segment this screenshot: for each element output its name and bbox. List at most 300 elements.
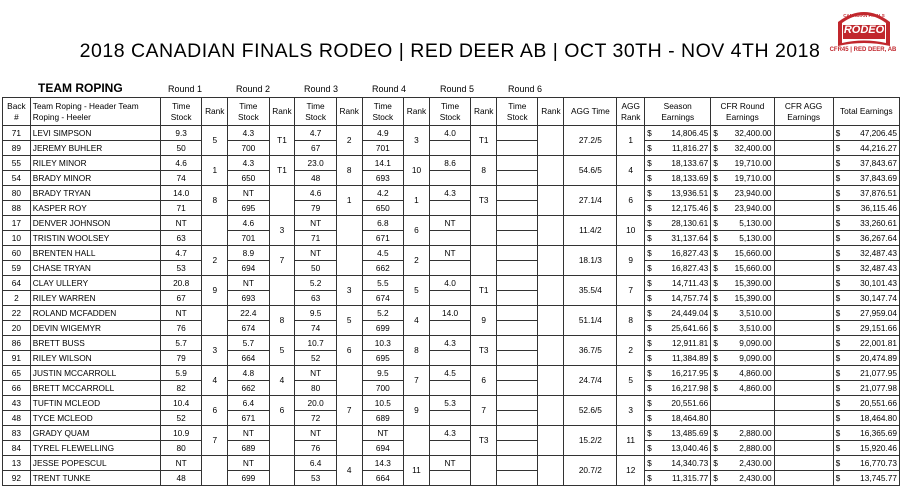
round-2-rank-cell: 3 xyxy=(269,216,295,246)
total-earnings-cell xyxy=(833,216,899,231)
cfr-round-earnings-cell xyxy=(711,126,774,141)
amount-value: 15,920.46 xyxy=(860,442,897,453)
total-earnings-cell xyxy=(833,411,899,426)
cfr-round-earnings-cell xyxy=(711,216,774,231)
roper-name-cell: RILEY MINOR xyxy=(30,156,160,171)
back-number-cell: 20 xyxy=(3,321,31,336)
agg-rank-cell: 10 xyxy=(617,216,645,246)
table-row xyxy=(3,231,900,246)
cfr-agg-earnings-cell xyxy=(774,396,833,411)
round-5-rank-cell: T3 xyxy=(471,336,497,366)
round-3-time-cell: 80 xyxy=(295,381,336,396)
total-earnings-cell xyxy=(833,156,899,171)
roper-name-cell: JUSTIN MCCARROLL xyxy=(30,366,160,381)
round-5-time-cell xyxy=(429,261,470,276)
total-earnings-cell xyxy=(833,201,899,216)
currency-symbol: $ xyxy=(713,367,718,378)
round-4-time-cell: 6.8 xyxy=(362,216,403,231)
amount-value: 16,770.73 xyxy=(860,457,897,468)
cfr-agg-earnings-cell xyxy=(774,261,833,276)
table-row xyxy=(3,186,900,201)
cfr-agg-earnings-cell xyxy=(774,381,833,396)
back-number-cell: 84 xyxy=(3,441,31,456)
round-5-time-cell: 4.0 xyxy=(429,126,470,141)
table-row xyxy=(3,411,900,426)
table-row xyxy=(3,321,900,336)
table-row xyxy=(3,246,900,261)
round-2-time-cell: 671 xyxy=(228,411,269,426)
amount-value: 15,660.00 xyxy=(734,247,772,258)
round-1-time-cell: NT xyxy=(160,216,201,231)
round-3-time-cell: 10.7 xyxy=(295,336,336,351)
amount-value: 12,911.81 xyxy=(672,337,709,348)
round-5-time-cell: 5.3 xyxy=(429,396,470,411)
round-5-time-cell: NT xyxy=(429,246,470,261)
round-6-time-cell xyxy=(497,186,538,201)
round-6-time-cell xyxy=(497,456,538,471)
roper-name-cell: BRENTEN HALL xyxy=(30,246,160,261)
round-2-time-cell: NT xyxy=(228,276,269,291)
amount-value: 16,217.95 xyxy=(671,367,709,378)
round-1-time-cell: 5.9 xyxy=(160,366,201,381)
table-row xyxy=(3,171,900,186)
agg-rank-cell: 4 xyxy=(617,156,645,186)
round-5-time-cell: 4.5 xyxy=(429,366,470,381)
round-6-rank-cell xyxy=(538,336,564,366)
round-2-time-cell: 4.3 xyxy=(228,156,269,171)
round-4-rank-cell: 6 xyxy=(404,216,430,246)
amount-value: 2,430.00 xyxy=(739,472,772,483)
round-2-time-cell: 694 xyxy=(228,261,269,276)
cfr-agg-earnings-cell xyxy=(774,291,833,306)
season-earnings-cell xyxy=(645,156,711,171)
amount-value: 5,130.00 xyxy=(739,217,772,228)
currency-symbol: $ xyxy=(713,382,718,393)
amount-value: 16,827.43 xyxy=(671,262,709,273)
total-earnings-cell xyxy=(833,291,899,306)
round-6-time-cell xyxy=(497,351,538,366)
roper-name-cell: DEVIN WIGEMYR xyxy=(30,321,160,336)
round-6-time-cell xyxy=(497,171,538,186)
round-5-time-cell xyxy=(429,471,470,486)
currency-symbol: $ xyxy=(835,427,841,438)
currency-symbol: $ xyxy=(713,202,718,213)
round-4-rank-cell: 5 xyxy=(404,276,430,306)
cfr-round-earnings-cell xyxy=(711,141,774,156)
round-6-time-cell xyxy=(497,366,538,381)
total-earnings-cell xyxy=(833,366,899,381)
back-number-cell: 55 xyxy=(3,156,31,171)
header-time-r5: Time Stock xyxy=(429,98,470,126)
round-1-time-cell: 63 xyxy=(160,231,201,246)
logo-top-text: CANADIAN FINALS xyxy=(843,13,885,18)
currency-symbol: $ xyxy=(835,367,841,378)
back-number-cell: 22 xyxy=(3,306,31,321)
roper-name-cell: BRADY TRYAN xyxy=(30,186,160,201)
round-5-rank-cell: T1 xyxy=(471,276,497,306)
cfr-round-earnings-cell xyxy=(711,336,774,351)
season-earnings-cell xyxy=(645,261,711,276)
round-6-time-cell xyxy=(497,231,538,246)
round-3-rank-cell: 1 xyxy=(336,186,362,216)
roper-name-cell: BRADY MINOR xyxy=(30,171,160,186)
amount-value: 18,133.67 xyxy=(671,157,709,168)
round-4-time-cell: 689 xyxy=(362,411,403,426)
currency-symbol: $ xyxy=(647,202,652,213)
total-earnings-cell xyxy=(833,336,899,351)
amount-value: 14,711.43 xyxy=(672,277,709,288)
roper-name-cell: TRENT TUNKE xyxy=(30,471,160,486)
roper-name-cell: TYREL FLEWELLING xyxy=(30,441,160,456)
round-5-time-cell: 8.6 xyxy=(429,156,470,171)
round-5-rank-cell: 8 xyxy=(471,156,497,186)
amount-value: 5,130.00 xyxy=(739,232,772,243)
amount-value: 30,101.43 xyxy=(860,277,897,288)
round-6-rank-cell xyxy=(538,306,564,336)
round-4-time-cell: 5.2 xyxy=(362,306,403,321)
round-1-rank-cell xyxy=(202,456,228,486)
currency-symbol: $ xyxy=(835,127,841,138)
round-3-time-cell: 76 xyxy=(295,441,336,456)
back-number-cell: 71 xyxy=(3,126,31,141)
total-earnings-cell xyxy=(833,381,899,396)
round-5-time-cell xyxy=(429,411,470,426)
total-earnings-cell xyxy=(833,126,899,141)
round-5-time-cell: 14.0 xyxy=(429,306,470,321)
cfr-agg-earnings-cell xyxy=(774,156,833,171)
page-title: 2018 CANADIAN FINALS RODEO | RED DEER AB | OCT 30TH - NOV 4TH 2018 xyxy=(79,40,821,62)
round-6-time-cell xyxy=(497,336,538,351)
currency-symbol: $ xyxy=(647,127,652,138)
back-number-cell: 48 xyxy=(3,411,31,426)
round-5-time-cell: NT xyxy=(429,456,470,471)
currency-symbol: $ xyxy=(647,427,652,438)
total-earnings-cell xyxy=(833,321,899,336)
table-row xyxy=(3,336,900,351)
currency-symbol: $ xyxy=(713,142,718,153)
agg-time-cell: 15.2/2 xyxy=(564,426,617,456)
round-6-time-cell xyxy=(497,156,538,171)
round-1-time-cell: 5.7 xyxy=(160,336,201,351)
currency-symbol: $ xyxy=(647,337,652,348)
agg-time-cell: 18.1/3 xyxy=(564,246,617,276)
total-earnings-cell xyxy=(833,171,899,186)
round-6-rank-cell xyxy=(538,276,564,306)
round-4-time-cell: 699 xyxy=(362,321,403,336)
amount-value: 31,137.64 xyxy=(671,232,709,243)
cfr-round-earnings-cell xyxy=(711,156,774,171)
amount-value: 15,390.00 xyxy=(734,292,772,303)
back-number-cell: 80 xyxy=(3,186,31,201)
round-1-time-cell: 4.7 xyxy=(160,246,201,261)
currency-symbol: $ xyxy=(713,172,718,183)
header-rank-r6: Rank xyxy=(538,98,564,126)
currency-symbol: $ xyxy=(835,352,841,363)
amount-value: 19,710.00 xyxy=(734,157,772,168)
amount-value: 14,806.45 xyxy=(671,127,709,138)
season-earnings-cell xyxy=(645,306,711,321)
table-row xyxy=(3,306,900,321)
currency-symbol: $ xyxy=(713,247,718,258)
cfr-agg-earnings-cell xyxy=(774,246,833,261)
round-1-rank-cell: 2 xyxy=(202,246,228,276)
back-number-cell: 54 xyxy=(3,171,31,186)
season-earnings-cell xyxy=(645,276,711,291)
round-6-rank-cell xyxy=(538,366,564,396)
amount-value: 23,940.00 xyxy=(734,187,772,198)
season-earnings-cell xyxy=(645,246,711,261)
amount-value: 18,464.80 xyxy=(860,412,897,423)
total-earnings-cell xyxy=(833,441,899,456)
round-2-rank-cell xyxy=(269,276,295,306)
round-3-time-cell: 52 xyxy=(295,351,336,366)
round-4-label: Round 4 xyxy=(372,84,407,94)
round-5-label: Round 5 xyxy=(440,84,475,94)
round-3-time-cell: 48 xyxy=(295,171,336,186)
round-4-rank-cell: 3 xyxy=(404,126,430,156)
season-earnings-cell xyxy=(645,441,711,456)
round-3-rank-cell: 2 xyxy=(336,126,362,156)
currency-symbol: $ xyxy=(647,172,652,183)
round-6-time-cell xyxy=(497,216,538,231)
round-3-time-cell: 63 xyxy=(295,291,336,306)
results-table xyxy=(2,97,900,486)
agg-time-cell: 11.4/2 xyxy=(564,216,617,246)
roper-name-cell: BRETT MCCARROLL xyxy=(30,381,160,396)
cfr-round-earnings-cell xyxy=(711,441,774,456)
cfr-agg-earnings-cell xyxy=(774,306,833,321)
cfr-agg-earnings-cell xyxy=(774,441,833,456)
back-number-cell: 17 xyxy=(3,216,31,231)
round-6-time-cell xyxy=(497,201,538,216)
round-1-rank-cell: 8 xyxy=(202,186,228,216)
round-5-time-cell: 4.3 xyxy=(429,186,470,201)
amount-value: 47,206.45 xyxy=(860,127,897,138)
amount-value: 37,876.51 xyxy=(860,187,897,198)
round-2-time-cell: 5.7 xyxy=(228,336,269,351)
table-row xyxy=(3,156,900,171)
round-2-time-cell: NT xyxy=(228,456,269,471)
currency-symbol: $ xyxy=(647,217,652,228)
round-6-time-cell xyxy=(497,306,538,321)
agg-time-cell: 52.6/5 xyxy=(564,396,617,426)
agg-time-cell: 36.7/5 xyxy=(564,336,617,366)
round-3-rank-cell xyxy=(336,246,362,276)
cfr-agg-earnings-cell xyxy=(774,471,833,486)
table-row xyxy=(3,291,900,306)
round-1-time-cell: 50 xyxy=(160,141,201,156)
cfr-agg-earnings-cell xyxy=(774,186,833,201)
agg-rank-cell: 5 xyxy=(617,366,645,396)
amount-value: 32,400.00 xyxy=(734,127,772,138)
currency-symbol: $ xyxy=(647,367,652,378)
round-1-rank-cell: 7 xyxy=(202,426,228,456)
currency-symbol: $ xyxy=(647,322,652,333)
round-3-label: Round 3 xyxy=(304,84,339,94)
round-1-rank-cell xyxy=(202,306,228,336)
round-3-time-cell: 9.5 xyxy=(295,306,336,321)
agg-rank-cell: 1 xyxy=(617,126,645,156)
cfr-agg-earnings-cell xyxy=(774,456,833,471)
cfr-round-earnings-cell xyxy=(711,186,774,201)
round-3-time-cell: 50 xyxy=(295,261,336,276)
back-number-cell: 86 xyxy=(3,336,31,351)
round-6-time-cell xyxy=(497,291,538,306)
round-4-time-cell: 671 xyxy=(362,231,403,246)
round-2-time-cell: NT xyxy=(228,426,269,441)
round-2-time-cell: 699 xyxy=(228,471,269,486)
cfr-agg-earnings-cell xyxy=(774,216,833,231)
total-earnings-cell xyxy=(833,351,899,366)
amount-value: 14,757.74 xyxy=(671,292,709,303)
season-earnings-cell xyxy=(645,231,711,246)
round-1-time-cell: 80 xyxy=(160,441,201,456)
round-2-time-cell: NT xyxy=(228,186,269,201)
amount-value: 2,880.00 xyxy=(739,442,772,453)
header-rank-r2: Rank xyxy=(269,98,295,126)
round-1-time-cell: NT xyxy=(160,306,201,321)
round-5-time-cell xyxy=(429,441,470,456)
amount-value: 3,510.00 xyxy=(739,307,772,318)
amount-value: 19,710.00 xyxy=(734,172,772,183)
round-1-time-cell: 14.0 xyxy=(160,186,201,201)
season-earnings-cell xyxy=(645,186,711,201)
round-3-time-cell: 4.7 xyxy=(295,126,336,141)
round-6-time-cell xyxy=(497,126,538,141)
round-2-rank-cell: T1 xyxy=(269,156,295,186)
round-1-time-cell: 76 xyxy=(160,321,201,336)
amount-value: 29,151.66 xyxy=(860,322,897,333)
agg-time-cell: 20.7/2 xyxy=(564,456,617,486)
round-2-time-cell: 4.6 xyxy=(228,216,269,231)
amount-value: 11,384.89 xyxy=(672,352,709,363)
round-6-rank-cell xyxy=(538,216,564,246)
round-5-time-cell xyxy=(429,381,470,396)
back-number-cell: 89 xyxy=(3,141,31,156)
amount-value: 36,115.46 xyxy=(860,202,897,213)
header-time-r6: Time Stock xyxy=(497,98,538,126)
round-4-time-cell: 10.3 xyxy=(362,336,403,351)
amount-value: 37,843.69 xyxy=(860,172,897,183)
table-row xyxy=(3,381,900,396)
season-earnings-cell xyxy=(645,471,711,486)
total-earnings-cell xyxy=(833,471,899,486)
roper-name-cell: ROLAND MCFADDEN xyxy=(30,306,160,321)
round-5-time-cell: 4.0 xyxy=(429,276,470,291)
roper-name-cell: TYCE MCLEOD xyxy=(30,411,160,426)
cfr-agg-earnings-cell xyxy=(774,126,833,141)
currency-symbol: $ xyxy=(647,262,652,273)
currency-symbol: $ xyxy=(713,262,718,273)
back-number-cell: 66 xyxy=(3,381,31,396)
round-4-time-cell: 10.5 xyxy=(362,396,403,411)
season-earnings-cell xyxy=(645,141,711,156)
amount-value: 14,340.73 xyxy=(671,457,709,468)
roper-name-cell: RILEY WARREN xyxy=(30,291,160,306)
round-2-rank-cell xyxy=(269,186,295,216)
currency-symbol: $ xyxy=(835,472,841,483)
currency-symbol: $ xyxy=(713,337,718,348)
season-earnings-cell xyxy=(645,381,711,396)
roper-name-cell: GRADY QUAM xyxy=(30,426,160,441)
round-1-rank-cell: 6 xyxy=(202,396,228,426)
amount-value: 13,485.69 xyxy=(671,427,709,438)
round-2-rank-cell: 5 xyxy=(269,336,295,366)
currency-symbol: $ xyxy=(647,382,652,393)
round-5-time-cell: NT xyxy=(429,216,470,231)
cfr-agg-earnings-cell xyxy=(774,336,833,351)
table-row xyxy=(3,276,900,291)
season-earnings-cell xyxy=(645,426,711,441)
header-agg-rank: AGG Rank xyxy=(617,98,645,126)
round-4-time-cell: 662 xyxy=(362,261,403,276)
currency-symbol: $ xyxy=(835,157,841,168)
agg-rank-cell: 2 xyxy=(617,336,645,366)
round-1-time-cell: 79 xyxy=(160,351,201,366)
header-cfr-agg-earnings: CFR AGG Earnings xyxy=(774,98,833,126)
round-4-time-cell: 701 xyxy=(362,141,403,156)
round-3-time-cell: NT xyxy=(295,246,336,261)
agg-rank-cell: 7 xyxy=(617,276,645,306)
round-2-label: Round 2 xyxy=(236,84,271,94)
round-4-time-cell: 4.9 xyxy=(362,126,403,141)
currency-symbol: $ xyxy=(713,472,718,483)
round-6-time-cell xyxy=(497,441,538,456)
amount-value: 13,745.77 xyxy=(860,472,897,483)
round-3-time-cell: NT xyxy=(295,426,336,441)
currency-symbol: $ xyxy=(713,292,718,303)
roper-name-cell: JEREMY BUHLER xyxy=(30,141,160,156)
round-3-time-cell: 72 xyxy=(295,411,336,426)
currency-symbol: $ xyxy=(647,157,652,168)
round-6-time-cell xyxy=(497,426,538,441)
currency-symbol: $ xyxy=(647,412,652,423)
round-6-rank-cell xyxy=(538,456,564,486)
round-4-time-cell: NT xyxy=(362,426,403,441)
round-4-time-cell: 693 xyxy=(362,171,403,186)
agg-rank-cell: 3 xyxy=(617,396,645,426)
round-6-rank-cell xyxy=(538,186,564,216)
roper-name-cell: LEVI SIMPSON xyxy=(30,126,160,141)
agg-time-cell: 35.5/4 xyxy=(564,276,617,306)
amount-value: 21,077.95 xyxy=(860,367,897,378)
round-5-time-cell xyxy=(429,141,470,156)
header-time-r4: Time Stock xyxy=(362,98,403,126)
round-4-time-cell: 664 xyxy=(362,471,403,486)
cfr-agg-earnings-cell xyxy=(774,141,833,156)
round-1-rank-cell: 5 xyxy=(202,126,228,156)
round-2-time-cell: 695 xyxy=(228,201,269,216)
round-4-rank-cell: 4 xyxy=(404,306,430,336)
table-header-row xyxy=(3,98,900,126)
currency-symbol: $ xyxy=(713,457,718,468)
round-3-time-cell: 79 xyxy=(295,201,336,216)
currency-symbol: $ xyxy=(647,277,652,288)
round-6-time-cell xyxy=(497,141,538,156)
season-earnings-cell xyxy=(645,366,711,381)
cfr-round-earnings-cell xyxy=(711,306,774,321)
currency-symbol: $ xyxy=(647,457,652,468)
amount-value: 16,827.43 xyxy=(671,247,709,258)
header-cfr-round-earnings: CFR Round Earnings xyxy=(711,98,774,126)
round-2-time-cell: 22.4 xyxy=(228,306,269,321)
header-name: Team Roping - Header Team Roping - Heeler xyxy=(30,98,160,126)
currency-symbol: $ xyxy=(647,187,652,198)
round-1-time-cell: NT xyxy=(160,456,201,471)
round-5-rank-cell xyxy=(471,216,497,246)
round-2-time-cell: 4.8 xyxy=(228,366,269,381)
round-4-time-cell: 674 xyxy=(362,291,403,306)
